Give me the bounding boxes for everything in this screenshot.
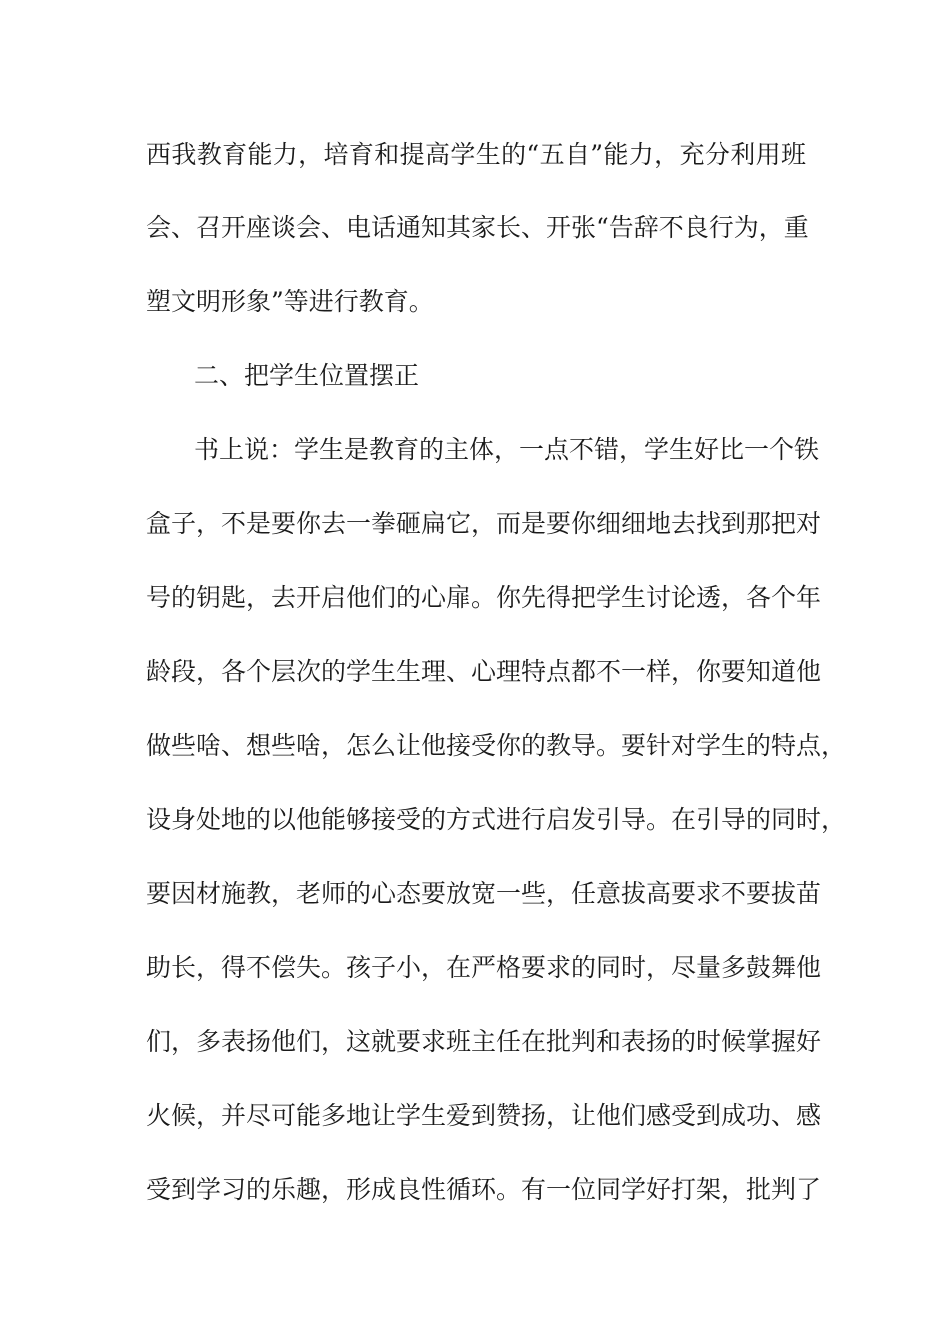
body-line: 设身处地的以他能够接受的方式进行启发引导。在引导的同时， [146, 805, 847, 834]
body-line: 做些啥、想些啥，怎么让他接受你的教导。要针对学生的特点， [146, 731, 847, 760]
body-line: 塑文明形象”等进行教育。 [146, 287, 434, 316]
body-line: 要因材施教，老师的心态要放宽一些，任意拔高要求不要拔苗 [146, 879, 822, 908]
body-line: 龄段，各个层次的学生生理、心理特点都不一样，你要知道他 [146, 657, 822, 686]
body-line: 火候，并尽可能多地让学生爱到赞扬，让他们感受到成功、感 [146, 1101, 822, 1130]
body-line: 受到学习的乐趣，形成良性循环。有一位同学好打架，批判了 [146, 1175, 822, 1204]
body-line: 西我教育能力，培育和提高学生的“五自”能力，充分利用班 [146, 140, 806, 169]
body-line: 号的钥匙，去开启他们的心扉。你先得把学生讨论透，各个年 [146, 583, 822, 612]
body-line: 盒子，不是要你去一拳砸扁它，而是要你细细地去找到那把对 [146, 509, 822, 538]
body-line: 书上说：学生是教育的主体，一点不错，学生好比一个铁 [194, 435, 820, 464]
body-line: 助长，得不偿失。孩子小，在严格要求的同时，尽量多鼓舞他 [146, 953, 822, 982]
section-heading: 二、把学生位置摆正 [194, 361, 420, 390]
body-line: 们，多表扬他们，这就要求班主任在批判和表扬的时候掌握好 [146, 1027, 822, 1056]
body-line: 会、召开座谈会、电话通知其家长、开张“告辞不良行为，重 [146, 213, 809, 242]
